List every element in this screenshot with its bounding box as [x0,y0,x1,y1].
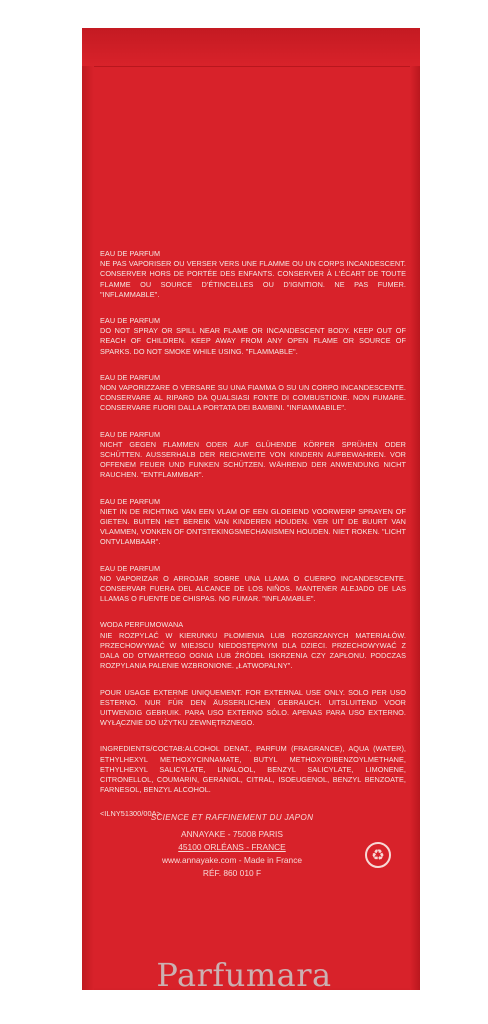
paragraph-body: NIET IN DE RICHTING VAN EEN VLAM OF EEN GLOEIEND VOORWERP SPRAYEN OF GIETEN. BUITEN HET BEREIK VAN KINDEREN HOUDEN. VER UIT DE BUURT VAN VLAMMEN, VONKEN OF ONTSTEKINGSMECHANISMEN HOUDEN. NIET ROKEN. "LICHT ONTVLAMBAAR". [100,506,406,547]
ingredients-list: INGREDIENTS/COCTAB:ALCOHOL DENAT., PARFUM (FRAGRANCE), AQUA (WATER), ETHYLHEXYL METHOXYCINNAMATE, BUTYL METHOXYDIBENZOYLMETHANE, ETHYLHEXYL SALICYLATE, LINALOOL, BENZYL SALICYLATE, LIMONENE, CITRONELLOL, COUMARIN, GERANIOL, CITRAL, ISOEUGENOL, BENZYL BENZOATE, FARNESOL, BENZYL ALCOHOL. [100,744,406,795]
paragraph-title: EAU DE PARFUM [100,429,161,439]
warning-en [100,316,406,357]
paragraph-body: NICHT GEGEN FLAMMEN ODER AUF GLÜHENDE KÖRPER SPRÜHEN ODER SCHÜTTEN. AUSSERHALB DER REICHWEITE VON KINDERN AUFBEWAHREN. VOR OFFENEM FEUER UND FUNKEN SCHÜTZEN. WÄHREND DER ANWENDUNG NICHT RAUCHEN. "ENTFLAMMBAR". [100,439,406,480]
warning-es [100,564,406,605]
paragraph-title: EAU DE PARFUM [100,316,161,326]
box-top-flap [82,28,420,67]
perfume-box [82,28,420,990]
paragraph-title: EAU DE PARFUM [100,372,161,382]
external-use-note [100,688,406,729]
paragraph-body: NE PAS VAPORISER OU VERSER VERS UNE FLAMME OU UN CORPS INCANDESCENT. CONSERVER HORS DE PORTÉE DES ENFANTS. CONSERVER À L'ÉCART DE TOUTE FLAMME OU SOURCE D'ÉTINCELLES OU D'IGNITION. NE PAS FUMER. "INFLAMMABLE". [100,259,406,299]
warning-it [100,373,406,414]
paragraph-title: WODA PERFUMOWANA [100,620,184,630]
paragraph-body: NIE ROZPYLAĆ W KIERUNKU PŁOMIENIA LUB ROZGRZANYCH MATERIAŁÓW. PRZECHOWYWAĆ W MIEJSCU NIEDOSTĘPNYM DLA DZIECI. PRZECHOWYWAĆ Z DALA OD OTWARTEGO OGNIA LUB ŹRÓDEŁ ISKRZENIA CZY ZAPŁONU. PODCZAS ROZPYLANIA PALENIE WZBRONIONE. „ŁATWOPALNY". [100,630,406,671]
brand-footer [82,811,382,880]
ingredients [100,744,406,795]
paragraph-body: NO VAPORIZAR O ARROJAR SOBRE UNA LLAMA O CUERPO INCANDESCENTE. CONSERVAR FUERA DEL ALCANCE DE LOS NIÑOS. MANTENER ALEJADO DE LAS LLAMAS O FUENTE DE CHISPAS. NO FUMAR. "INFLAMABLE". [100,573,406,604]
warning-pl [100,620,406,671]
watermark-text: Parfumara [156,956,332,994]
paragraph-title: EAU DE PARFUM [100,496,161,506]
paragraph-title: EAU DE PARFUM [100,249,161,258]
company-address: ANNAYAKE - 75008 PARIS [181,829,283,839]
warning-fr [100,249,406,300]
reference-code: <ILNY51300/00A> [100,809,161,819]
recycle-icon: ♻ [365,842,391,868]
ref-number: RÉF. 860 010 F [202,868,262,878]
city-address: 45100 ORLÉANS - FRANCE [178,842,286,852]
box-right-flap [410,66,420,990]
warning-de [100,430,406,481]
label-text-area [100,249,406,830]
warning-nl [100,497,406,548]
brand-tagline: SCIENCE ET RAFFINEMENT DU JAPON [150,813,314,822]
website-text: www.annayake.com - Made in France [161,855,303,865]
paragraph-body: DO NOT SPRAY OR SPILL NEAR FLAME OR INCANDESCENT BODY. KEEP OUT OF REACH OF CHILDREN. KEEP AWAY FROM ANY OPEN FLAME OR SOURCE OF SPARKS. DO NOT SMOKE WHILE USING. "FLAMMABLE". [100,326,406,356]
paragraph-title: EAU DE PARFUM [100,563,161,573]
paragraph-body: POUR USAGE EXTERNE UNIQUEMENT. FOR EXTERNAL USE ONLY. SOLO PER USO ESTERNO. NUR FÜR DEN ÄUSSERLICHEN GEBRAUCH. UITSLUITEND VOOR UITWENDIG GEBRUIK. PARA USO EXTERNO SÓLO. APENAS PARA USO EXTERNO. WYŁĄCZNIE DO UŻYTKU ZEWNĘTRZNEGO. [100,687,406,728]
paragraph-body: NON VAPORIZZARE O VERSARE SU UNA FIAMMA O SU UN CORPO INCANDESCENTE. CONSERVARE AL RIPARO DA QUALSIASI FONTE DI COMBUSTIONE. NON FUMARE. CONSERVARE FUORI DALLA PORTATA DEI BAMBINI. "INFIAMMABILE". [100,383,406,413]
